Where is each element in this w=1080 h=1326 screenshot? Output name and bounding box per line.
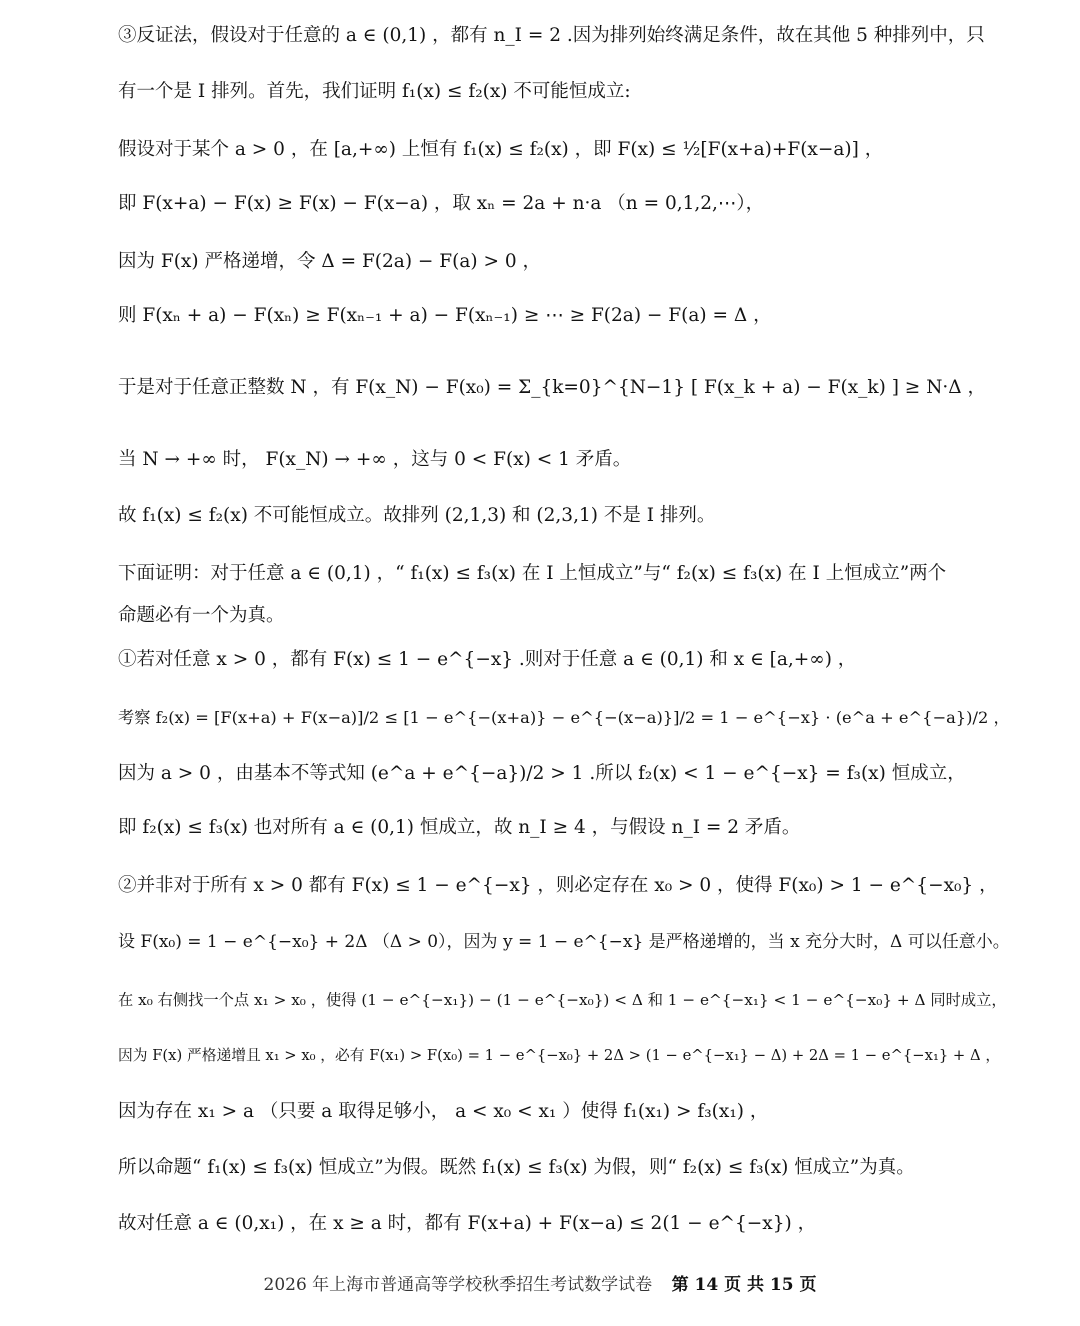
text-line: 于是对于任意正整数 N ，有 F(x_N) − F(x₀) = Σ_{k=0}^{N−1} [ F(x_k + a) − F(x_k) ] ≥ N·Δ ，	[118, 377, 987, 398]
text-line: ①若对任意 x > 0 ，都有 F(x) ≤ 1 − e^{−x} .则对于任意 a ∈ (0,1) 和 x ∈ [a,+∞) ，	[118, 649, 857, 670]
text-line: 命题必有一个为真。	[118, 605, 285, 626]
footer-title: 2026 年上海市普通高等学校秋季招生考试数学试卷	[263, 1275, 653, 1295]
text-line: 有一个是 I 排列。首先，我们证明 f₁(x) ≤ f₂(x) 不可能恒成立:	[118, 81, 631, 102]
text-line: 所以命题“ f₁(x) ≤ f₃(x) 恒成立”为假。既然 f₁(x) ≤ f₃(x) 为假，则“ f₂(x) ≤ f₃(x) 恒成立”为真。	[118, 1157, 915, 1178]
page-footer	[0, 1270, 1080, 1295]
text-line: 则 F(xₙ + a) − F(xₙ) ≥ F(xₙ₋₁ + a) − F(xₙ₋₁) ≥ ⋯ ≥ F(2a) − F(a) = Δ ，	[118, 305, 772, 326]
text-line: 故对任意 a ∈ (0,x₁) ，在 x ≥ a 时，都有 F(x+a) + F(x−a) ≤ 2(1 − e^{−x}) ，	[118, 1213, 817, 1234]
text-line: ③反证法，假设对于任意的 a ∈ (0,1) ，都有 n_I = 2 .因为排列始终满足条件，故在其他 5 种排列中，只	[118, 25, 985, 46]
text-line: 下面证明：对于任意 a ∈ (0,1) ，“ f₁(x) ≤ f₃(x) 在 I 上恒成立”与“ f₂(x) ≤ f₃(x) 在 I 上恒成立”两个	[118, 563, 947, 584]
text-line: 即 F(x+a) − F(x) ≥ F(x) − F(x−a) ，取 xₙ = 2a + n·a （n = 0,1,2,⋯），	[118, 193, 765, 214]
text-line: 假设对于某个 a > 0 ，在 [a,+∞) 上恒有 f₁(x) ≤ f₂(x) ，即 F(x) ≤ ½[F(x+a)+F(x−a)] ，	[118, 139, 884, 160]
text-line: 当 N → +∞ 时， F(x_N) → +∞ ，这与 0 < F(x) < 1 矛盾。	[118, 449, 632, 470]
text-line: 考察 f₂(x) = [F(x+a) + F(x−a)]/2 ≤ [1 − e^{−(x+a)} − e^{−(x−a)}]/2 = 1 − e^{−x} · (e^a + e^{−a})/2 ，	[118, 708, 1010, 727]
text-line: 因为存在 x₁ > a （只要 a 取得足够小， a < x₀ < x₁ ）使得 f₁(x₁) > f₃(x₁) ，	[118, 1101, 769, 1122]
text-line: 因为 F(x) 严格递增，令 Δ = F(2a) − F(a) > 0 ，	[118, 251, 542, 272]
text-line: 即 f₂(x) ≤ f₃(x) 也对所有 a ∈ (0,1) 恒成立，故 n_I ≥ 4 ，与假设 n_I = 2 矛盾。	[118, 817, 801, 838]
text-line: 在 x₀ 右侧找一个点 x₁ > x₀ ，使得 (1 − e^{−x₁}) − (1 − e^{−x₀}) < Δ 和 1 − e^{−x₁} < 1 − e^{−x₀} + Δ 同时成立，	[118, 991, 1007, 1009]
text-line: 设 F(x₀) = 1 − e^{−x₀} + 2Δ （Δ > 0），因为 y = 1 − e^{−x} 是严格递增的，当 x 充分大时，Δ 可以任意小。	[118, 932, 1010, 952]
page-number: 第 14 页 共 15 页	[671, 1275, 817, 1295]
text-line: 故 f₁(x) ≤ f₂(x) 不可能恒成立。故排列 (2,1,3) 和 (2,3,1) 不是 I 排列。	[118, 505, 716, 526]
text-line: 因为 a > 0 ，由基本不等式知 (e^a + e^{−a})/2 > 1 .所以 f₂(x) < 1 − e^{−x} = f₃(x) 恒成立，	[118, 763, 966, 784]
text-line: ②并非对于所有 x > 0 都有 F(x) ≤ 1 − e^{−x} ，则必定存在 x₀ > 0 ，使得 F(x₀) > 1 − e^{−x₀} ，	[118, 875, 998, 896]
text-line: 因为 F(x) 严格递增且 x₁ > x₀ ，必有 F(x₁) > F(x₀) = 1 − e^{−x₀} + 2Δ > (1 − e^{−x₁} − Δ) + 2Δ = 1 − e^{−x₁} + Δ ，	[118, 1047, 1001, 1064]
